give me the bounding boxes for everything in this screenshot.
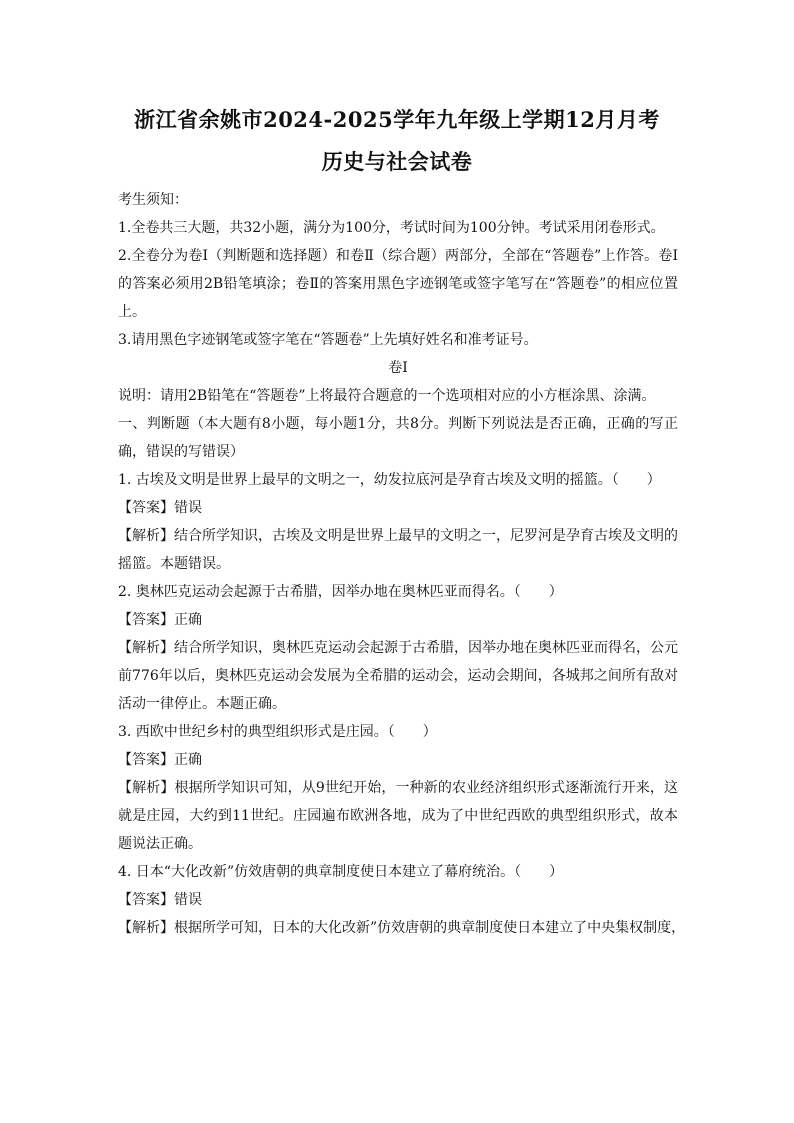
exam-content [118, 186, 686, 942]
answer-label: 【答案】 [118, 500, 174, 516]
answer-row [118, 494, 678, 522]
answer-value: 正确 [174, 612, 202, 628]
answer-label: 【答案】 [118, 612, 174, 628]
question-stem: 2. 奥林匹克运动会起源于古希腊，因举办地在奥林匹亚而得名。（ ） [118, 584, 563, 600]
question-stem: 4. 日本“大化改新”仿效唐朝的典章制度使日本建立了幕府统治。（ ） [118, 864, 564, 880]
section-instruction: 说明：请用2B铅笔在“答题卷”上将最符合题意的一个选项相对应的小方框涂黑、涂满。 [118, 388, 656, 404]
analysis-text: 结合所学知识，奥林匹克运动会起源于古希腊，因举办地在奥林匹亚而得名，公元前776年以后，奥林匹克运动会发展为全希腊的运动会，运动会期间，各城邦之间所有敌对活动一律停止。本题正确。 [118, 640, 678, 712]
analysis-text: 结合所学知识，古埃及文明是世界上最早的文明之一，尼罗河是孕育古埃及文明的摇篮。本题错误。 [118, 528, 678, 572]
analysis-row [118, 914, 686, 942]
exam-subtitle: 历史与社会试卷 [321, 149, 473, 174]
answer-label: 【答案】 [118, 752, 174, 768]
analysis-label: 【解析】 [118, 640, 174, 656]
notice-item-3: 3.请用黑色字迹钢笔或签字笔在“答题卷”上先填好姓名和准考证号。 [118, 332, 538, 348]
analysis-label: 【解析】 [118, 528, 174, 544]
answer-value: 错误 [174, 500, 202, 516]
analysis-row [118, 774, 678, 858]
analysis-text: 根据所学可知，日本的大化改新”仿效唐朝的典章制度使日本建立了中央集权制度， [174, 920, 686, 936]
volume-label: 卷Ⅰ [388, 360, 408, 376]
answer-label: 【答案】 [118, 892, 174, 908]
notice-item-2: 2.全卷分为卷Ⅰ（判断题和选择题）和卷Ⅱ（综合题）两部分，全部在“答题卷”上作答。卷Ⅰ的答案必须用2B铅笔填涂；卷Ⅱ的答案用黑色字迹钢笔或签字笔写在“答题卷”的相应位置上。 [118, 248, 678, 320]
part-heading: 一、判断题（本大题有8小题，每小题1分，共8分。判断下列说法是否正确，正确的写正确，错误的写错误） [118, 416, 678, 460]
analysis-label: 【解析】 [118, 920, 174, 936]
notice-heading: 考生须知： [118, 192, 188, 208]
question-stem: 3. 西欧中世纪乡村的典型组织形式是庄园。（ ） [118, 724, 437, 740]
answer-row [118, 746, 678, 774]
analysis-row [118, 634, 678, 718]
analysis-label: 【解析】 [118, 780, 175, 796]
notice-item-1: 1.全卷共三大题，共32小题，满分为100分，考试时间为100分钟。考试采用闭卷形式。 [118, 220, 665, 236]
answer-value: 错误 [174, 892, 202, 908]
answer-row [118, 886, 678, 914]
question-stem: 1. 古埃及文明是世界上最早的文明之一，幼发拉底河是孕育古埃及文明的摇篮。（ ） [118, 472, 661, 488]
analysis-text: 根据所学知识可知，从9世纪开始，一种新的农业经济组织形式逐渐流行开来，这就是庄园，大约到11世纪。庄园遍布欧洲各地，成为了中世纪西欧的典型组织形式，故本题说法正确。 [118, 780, 679, 852]
analysis-row [118, 522, 678, 578]
exam-title: 浙江省余姚市2024-2025学年九年级上学期12月月考 [134, 107, 660, 132]
answer-value: 正确 [174, 752, 202, 768]
answer-row [118, 606, 678, 634]
